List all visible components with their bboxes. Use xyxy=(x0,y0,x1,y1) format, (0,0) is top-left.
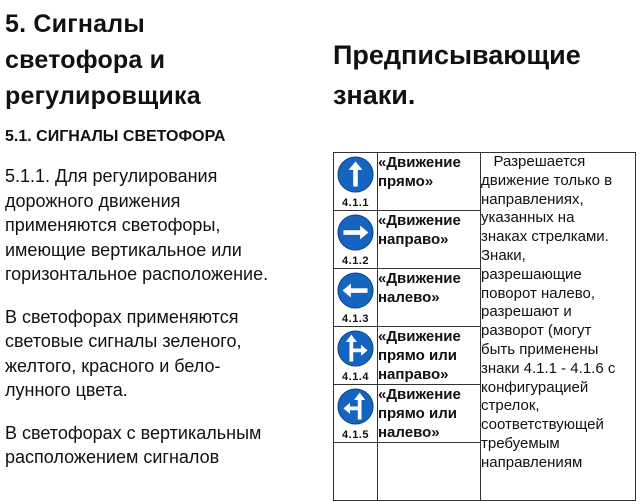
text-line: В светофорах применяются xyxy=(5,306,239,327)
text-line: «Движение xyxy=(378,212,461,229)
text-line: налево» xyxy=(378,289,440,306)
text-line: «Движение xyxy=(378,154,461,171)
text-line: прямо или xyxy=(378,347,457,364)
text-line: В светофорах с вертикальным xyxy=(5,422,262,443)
text-line: требуемым xyxy=(481,434,560,452)
straight-or-right-sign-icon xyxy=(337,330,374,367)
text-line: желтого, красного и бело- xyxy=(5,355,221,376)
subsection-title: 5.1. СИГНАЛЫ СВЕТОФОРА xyxy=(5,128,226,145)
sign-name xyxy=(378,153,481,211)
text-line: Разрешается xyxy=(481,153,586,170)
straight-arrow-sign-icon xyxy=(337,156,374,193)
sign-code: 4.1.4 xyxy=(342,371,369,383)
text-line: знаках стрелками. xyxy=(481,228,609,246)
signs-title-line: знаки. xyxy=(333,80,416,110)
text-line: «Движение xyxy=(378,270,461,287)
sign-code: 4.1.1 xyxy=(342,197,369,209)
text-line: знаки 4.1.1 - 4.1.6 с xyxy=(481,359,616,377)
section-title-line: 5. Сигналы xyxy=(5,10,145,38)
text-line: разрешающие xyxy=(481,265,582,283)
signs-title-line: Предписывающие xyxy=(333,40,581,70)
sign-cell xyxy=(334,327,378,385)
text-line: световые сигналы зеленого, xyxy=(5,331,242,351)
signs-title xyxy=(333,35,638,115)
sign-code: 4.1.3 xyxy=(342,313,369,325)
text-line: движение только в xyxy=(481,171,613,189)
section-title-line: светофора и xyxy=(5,46,166,74)
section-title xyxy=(5,6,320,114)
text-line: направлениям xyxy=(481,453,583,471)
sign-cell-empty xyxy=(334,443,378,501)
text-line: прямо или xyxy=(378,405,457,422)
text-line: направо» xyxy=(378,231,449,248)
left-arrow-sign-icon xyxy=(337,272,374,309)
sign-name xyxy=(378,269,481,327)
signs-table xyxy=(333,152,636,501)
text-line: Знаки, xyxy=(481,246,526,264)
text-line: разрешают и xyxy=(481,303,572,321)
text-line: 5.1.1. Для регулирования xyxy=(5,166,218,186)
text-line: горизонтальное расположение. xyxy=(5,264,269,284)
sign-cell xyxy=(334,211,378,269)
sign-name xyxy=(378,385,481,443)
sign-name xyxy=(378,327,481,385)
text-line: «Движение xyxy=(378,386,461,403)
paragraph-1 xyxy=(5,164,320,287)
sign-cell xyxy=(334,153,378,211)
text-line: направо» xyxy=(378,366,449,383)
straight-or-left-sign-icon xyxy=(337,388,374,425)
sign-code: 4.1.5 xyxy=(342,429,369,441)
text-line: соответствующей xyxy=(481,416,604,434)
table-row xyxy=(334,153,636,211)
sign-cell xyxy=(334,385,378,443)
right-column xyxy=(333,0,638,115)
text-line: лунного цвета. xyxy=(5,380,128,400)
text-line: применяются светофоры, xyxy=(5,215,221,235)
paragraph-2 xyxy=(5,305,320,403)
text-line: конфигурацией xyxy=(481,378,589,396)
text-line: поворот налево, xyxy=(481,284,596,302)
text-line: стрелок, xyxy=(481,397,540,415)
text-line: имеющие вертикальное или xyxy=(5,239,242,260)
paragraph-3 xyxy=(5,421,320,470)
text-line: расположением сигналов xyxy=(5,447,220,467)
text-line: «Движение xyxy=(378,328,461,345)
text-line: разворот (могут xyxy=(481,322,592,340)
sign-cell xyxy=(334,269,378,327)
left-column xyxy=(5,0,320,470)
section-title-line: регулировщика xyxy=(5,82,201,110)
text-line: быть применены xyxy=(481,340,599,358)
sign-name xyxy=(378,211,481,269)
text-line: дорожного движения xyxy=(5,190,181,211)
sign-code: 4.1.2 xyxy=(342,255,369,267)
text-line: прямо» xyxy=(378,173,434,190)
text-line: налево» xyxy=(378,424,440,441)
sign-name-empty xyxy=(378,443,481,501)
text-line: направлениях, xyxy=(481,190,584,208)
sign-description xyxy=(481,153,636,501)
text-line: указанных на xyxy=(481,209,575,227)
right-arrow-sign-icon xyxy=(337,214,374,251)
